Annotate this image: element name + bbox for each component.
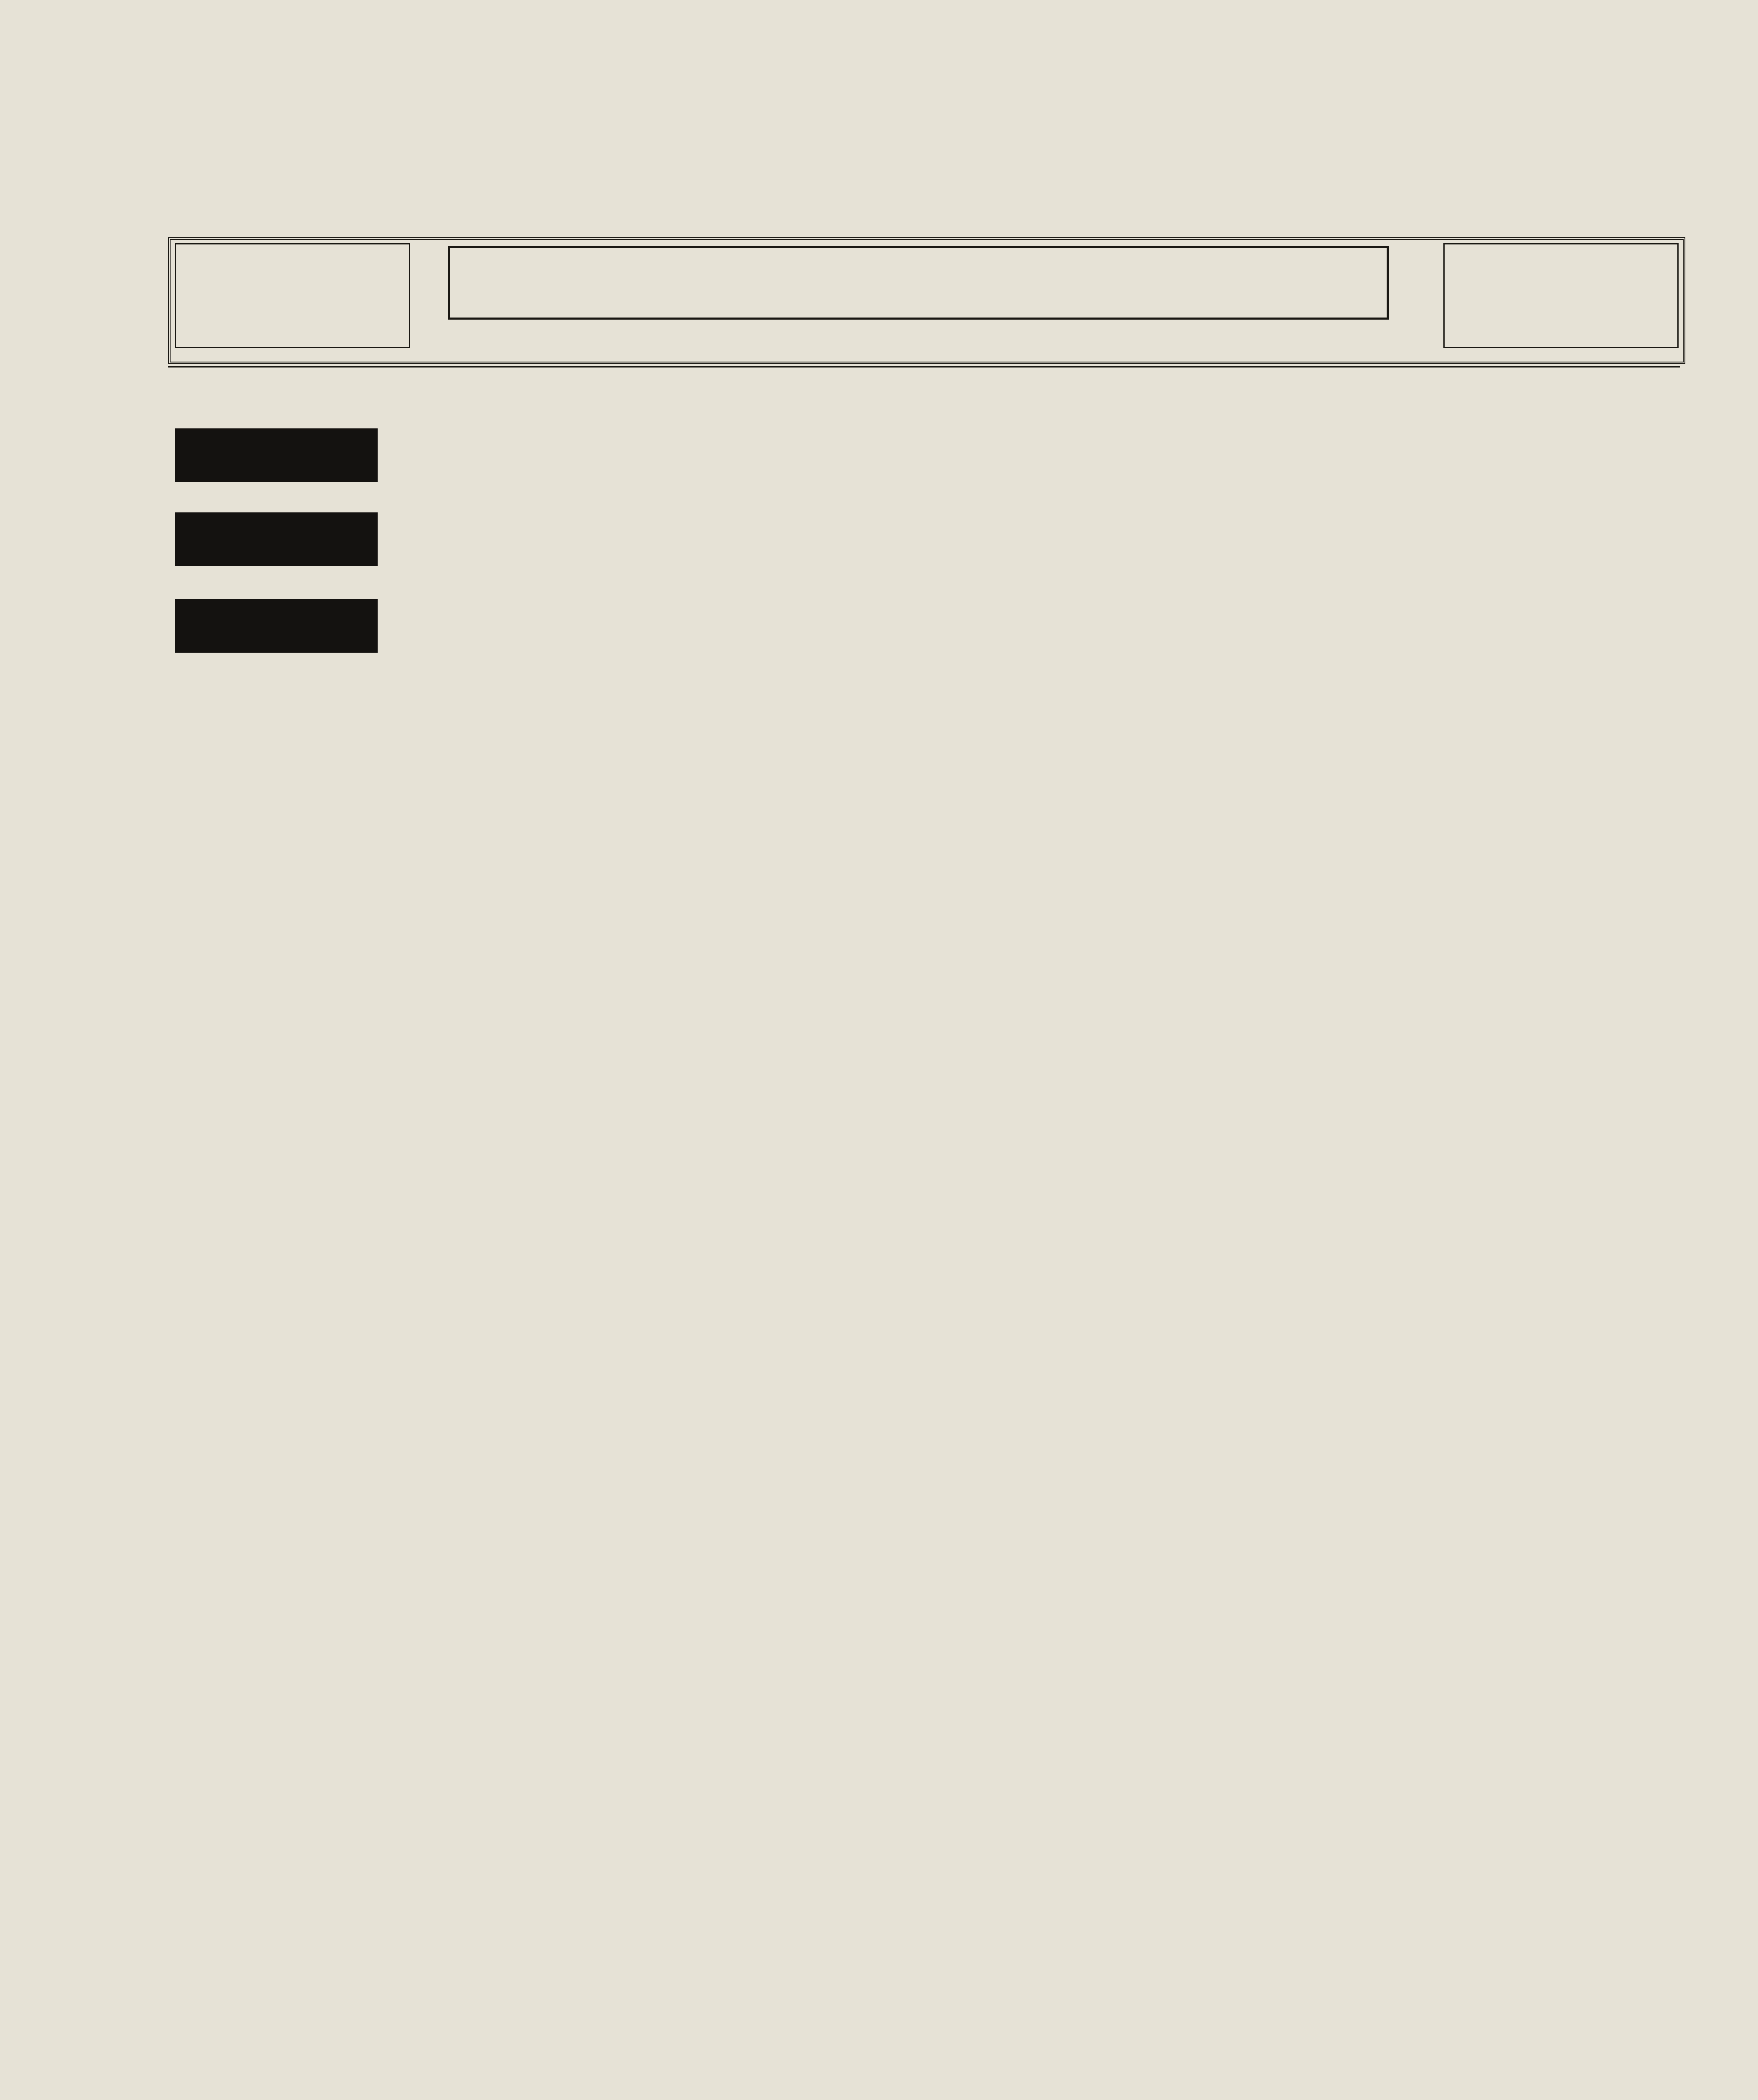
section-banner-dopisy (175, 428, 378, 482)
admin-notice (168, 363, 1680, 368)
weekday-rates-box (175, 243, 410, 348)
section-title (448, 246, 1389, 320)
sunday-rates-box (1443, 243, 1679, 348)
section-banner-marriage (175, 512, 378, 566)
masthead (168, 197, 1684, 227)
newspaper-page (168, 197, 1684, 2100)
classified-columns (168, 416, 1684, 2100)
section-banner-teaching (175, 599, 378, 653)
classifieds-header (168, 237, 1685, 364)
column-1 (168, 416, 384, 2100)
